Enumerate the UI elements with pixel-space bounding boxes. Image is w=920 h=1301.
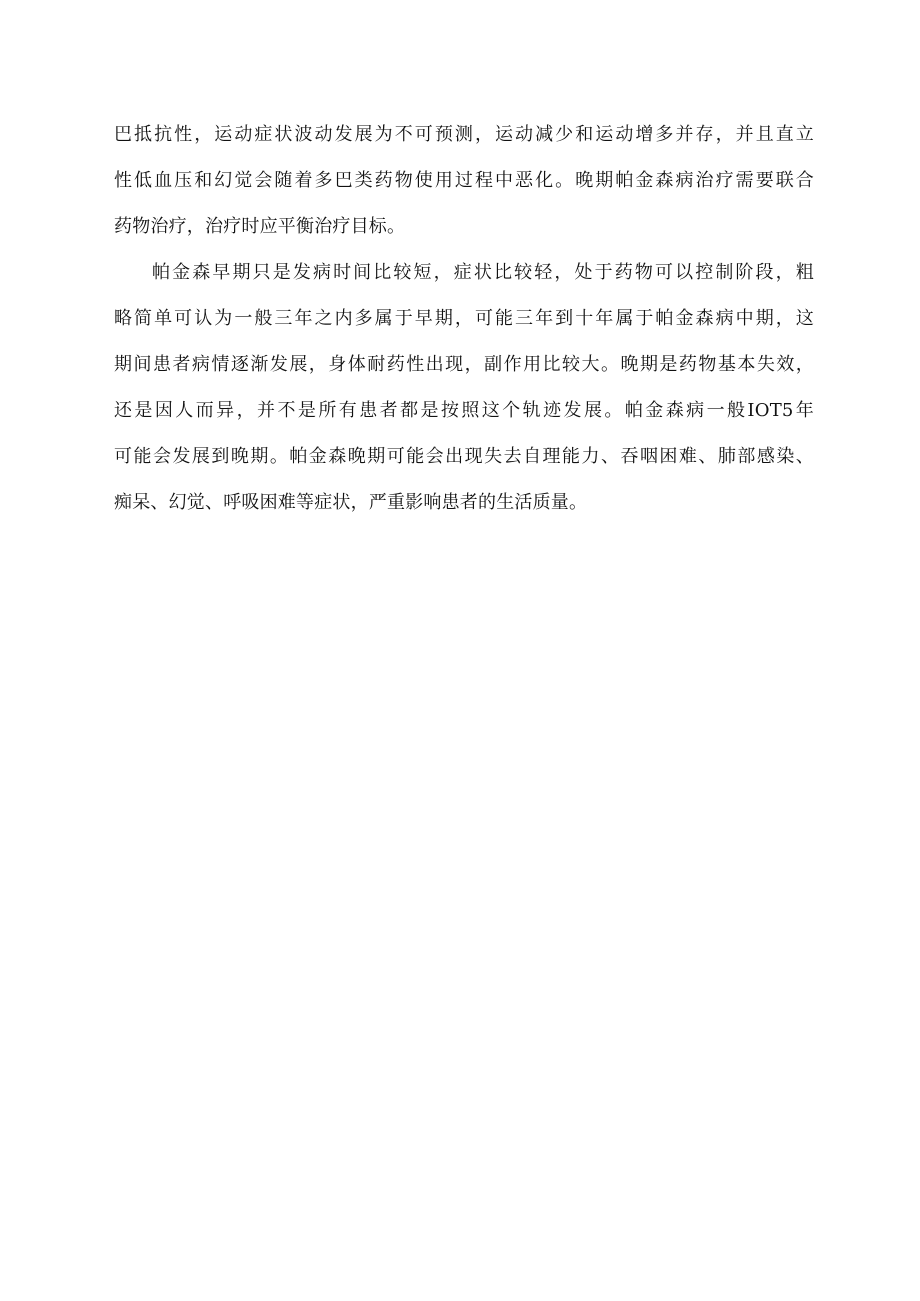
paragraph-line: 痴呆、幻觉、呼吸困难等症状，严重影响患者的生活质量。	[114, 492, 588, 513]
paragraph-line: 药物治疗，治疗时应平衡治疗目标。	[114, 216, 406, 237]
paragraph-line: 可能会发展到晚期。帕金森晚期可能会出现失去自理能力、吞咽困难、肺部感染、	[114, 446, 814, 467]
document-body	[114, 112, 814, 526]
paragraph-line: 还是因人而异，并不是所有患者都是按照这个轨迹发展。帕金森病一般IOT5年	[114, 400, 814, 421]
paragraph-line: 性低血压和幻觉会随着多巴类药物使用过程中恶化。晚期帕金森病治疗需要联合	[114, 170, 814, 191]
paragraph-line: 巴抵抗性，运动症状波动发展为不可预测，运动减少和运动增多并存，并且直立	[114, 124, 814, 145]
paragraph-line: 期间患者病情逐渐发展，身体耐药性出现，副作用比较大。晚期是药物基本失效，	[114, 354, 814, 375]
paragraph-line: 略简单可认为一般三年之内多属于早期，可能三年到十年属于帕金森病中期，这	[114, 308, 814, 329]
paragraph-1	[114, 112, 814, 250]
paragraph-2	[114, 250, 814, 526]
paragraph-line: 帕金森早期只是发病时间比较短，症状比较轻，处于药物可以控制阶段，粗	[152, 262, 814, 283]
